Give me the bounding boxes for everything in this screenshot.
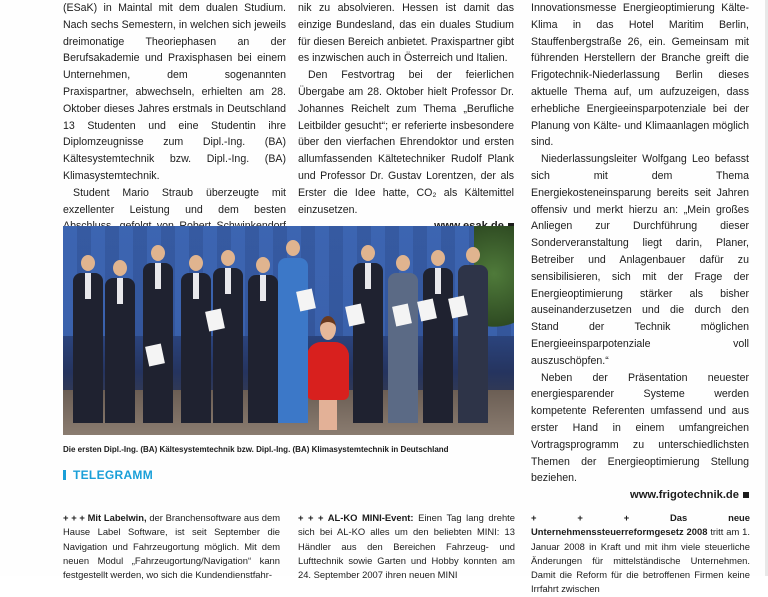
website-link-frigotechnik[interactable] bbox=[531, 487, 749, 504]
paragraph: Neben der Präsentation neuester energiesparender Systeme werden kompetente Referenten umfassend und aus erster Hand in einem umfangreichen Vortragsprogramm zu unterschiedlichsten Themen der Energieoptimierung Stellung beziehen. bbox=[531, 371, 749, 485]
telegram-text: der Branchensoftware aus dem Hause Label Software, ist seit September die Navigation und Fahrzeugortung möglich. Mit dem neuen Modul „Fahrzeugortung/Navigation“ kann festgestellt werden, wo sich die Kundendienstfahr- bbox=[63, 512, 281, 581]
section-title: TELEGRAMM bbox=[73, 468, 154, 482]
end-square-icon bbox=[743, 492, 749, 498]
person bbox=[423, 250, 453, 405]
telegram-text: Einen Tag lang drehte sich bei AL-KO alles um den beliebten MINI: 13 Händler aus den Bereichen Fahrzeug- und Lufttechnik sowie Garten und Hobby konnten am 24. September 2007 ihren neuen MINI bbox=[298, 512, 515, 581]
section-header-telegramm bbox=[63, 468, 153, 482]
paragraph: nik zu absolvieren. Hessen ist damit das einzige Bundesland, das ein duales Studium für diesen Bereich anbietet. Praxispartner gibt es inzwischen auch in Österreich und Italien. bbox=[298, 2, 514, 65]
paragraph: Student Mario Straub überzeugte mit exzellenter Leistung und dem besten bbox=[63, 186, 286, 216]
paragraph: Den Festvortrag bei der feierlichen Übergabe am 28. Oktober hielt Professor Dr. Johannes Reichelt zum Thema „Berufliche Leitbilder gesucht“; er referierte insbesondere über den vierfachen Ehrendoktor und ersten allumfassenden Kältetechniker Rudolf Plank und Professor Dr. Gustav Lorentzen, der als Erster die Idee hatte, CO₂ als Kältemittel einzusetzen. bbox=[298, 69, 514, 216]
person bbox=[388, 255, 418, 405]
photo-caption: Die ersten Dipl.-Ing. (BA) Kältesystemtechnik bzw. Dipl.-Ing. (BA) Klimasystemtechnik in Deutschland bbox=[63, 445, 449, 454]
graduates-group-photo bbox=[63, 226, 514, 435]
paragraph: Niederlassungsleiter Wolfgang Leo befasst sich mit dem Thema Energiekosteneinsparung bereits seit Jahren offensiv und merkt hierzu an: „Mein großes Anliegen zur Durchführung dieser Sonderveranstaltung liegt darin, Planer, Betreiber und Anlagenbauer dafür zu sensibilisieren, sich mit der Frage der Energieoptimierung stärker als bisher auseinanderzusetzen und die durch den Stand der Technik möglichen Energieeinsparpotenziale voll auszuschöpfen.“ bbox=[531, 153, 749, 367]
person bbox=[143, 245, 173, 405]
person bbox=[305, 316, 351, 426]
paragraph: (ESaK) in Maintal mit dem dualen Studium. Nach sechs Semestern, in welchen sich jeweils dreimonatige Theoriephasen an der Berufsakademie und Praxisphasen bei einem Unternehmen, dem sogenannten Praxispartner, abwechseln, erhielten am 28. Oktober dieses Jahres erstmals in Deutschland 13 Studenten und eine Studentin ihre Diplomzeugnisse zum Dipl.-Ing. (BA) Kältesystemtechnik bzw. Dipl.-Ing. (BA) Klimasystemtechnik. bbox=[63, 2, 286, 182]
paragraph: Innovationsmesse Energieoptimierung Kälte-Klima in das Hotel Maritim Berlin, Stauffenbergstraße 26, ein. Gemeinsam mit führenden Herstellern der Branche greift die Frigotechnik-Niederlassung Berlin dieses aktuelle Thema auf, um aufzuzeigen, dass erhebliche Energieeinsparpotenziale bei der Planung von Kälte- und Klimaanlagen möglich sind. bbox=[531, 2, 749, 149]
telegram-item-labelwin bbox=[63, 511, 280, 582]
link-text: www.frigotechnik.de bbox=[630, 489, 739, 502]
person bbox=[458, 247, 488, 405]
article-column-2 bbox=[298, 0, 514, 235]
telegram-item-alko bbox=[298, 511, 515, 582]
section-marker-icon bbox=[63, 470, 66, 480]
telegram-text: tritt am 1. Januar 2008 in Kraft und mit ihm viele steuerliche Änderungen für mittelständische Unternehmen. Damit die Reform für die betroffenen Firmen keine Irrfahrt zwischen bbox=[531, 526, 750, 595]
person bbox=[248, 257, 278, 405]
telegram-headline: + + + AL-KO MINI-Event: bbox=[298, 512, 414, 523]
person bbox=[353, 245, 383, 405]
person bbox=[105, 260, 135, 405]
telegram-item-steuerreform bbox=[531, 511, 750, 597]
person bbox=[213, 250, 243, 405]
person bbox=[73, 255, 103, 405]
article-column-1 bbox=[63, 0, 286, 252]
person bbox=[278, 240, 308, 405]
person bbox=[181, 255, 211, 405]
article-column-3 bbox=[531, 0, 749, 504]
telegram-headline: + + + Mit Labelwin, bbox=[63, 512, 147, 523]
telegram-headline: + + + Das neue Unternehmenssteuerreformgesetz 2008 bbox=[531, 512, 750, 538]
